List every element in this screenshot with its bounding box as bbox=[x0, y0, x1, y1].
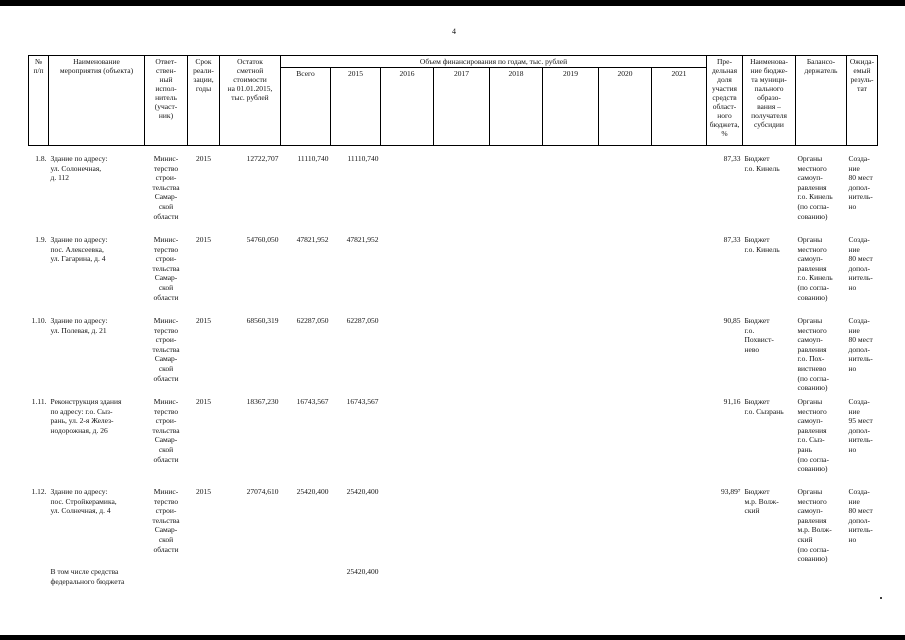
col-header-year-2019: 2019 bbox=[543, 68, 599, 146]
row-name: Здание по адресу: пос. Стройкерамика, ул. Солнечная, д. 4 bbox=[50, 487, 117, 516]
row-budget: Бюджет г.о. Сызрань bbox=[744, 397, 784, 416]
row-holder: Органы местного самоуп- равления м.р. Волж- ский (по согла- сованию) bbox=[797, 487, 832, 564]
row-num: 1.11. bbox=[31, 397, 47, 406]
table-row bbox=[29, 316, 878, 397]
row-executor: Минис- терство строи- тельства Самар- ской области bbox=[152, 487, 180, 554]
row-total: 11110,740 bbox=[297, 154, 329, 163]
col-header-year-2015: 2015 bbox=[331, 68, 381, 146]
federal-budget-row bbox=[29, 567, 878, 586]
row-holder: Органы местного самоуп- равления г.о. Сыз- рань (по согла- сованию) bbox=[797, 397, 829, 474]
top-scan-border bbox=[0, 0, 905, 6]
row-name: Здание по адресу: пос. Алексеевка, ул. Гагарина, д. 4 bbox=[50, 235, 108, 264]
row-total: 25420,400 bbox=[296, 487, 329, 496]
table-row bbox=[29, 397, 878, 487]
row-2015: 47821,952 bbox=[346, 235, 379, 244]
row-result: Созда- ние 80 мест допол- нитель- но bbox=[848, 235, 873, 292]
row-total: 47821,952 bbox=[296, 235, 329, 244]
row-total: 62287,050 bbox=[296, 316, 329, 325]
row-num: 1.8. bbox=[35, 154, 47, 163]
col-header-year-2017: 2017 bbox=[434, 68, 490, 146]
row-budget: Бюджет г.о. Кинель bbox=[744, 235, 780, 254]
program-table bbox=[28, 55, 878, 586]
row-term: 2015 bbox=[196, 316, 211, 325]
col-header-num: № п/п bbox=[29, 56, 49, 146]
row-result: Созда- ние 95 мест допол- нитель- но bbox=[848, 397, 873, 454]
col-header-budget: Наименова- ние бюдже- та муници- пального образо- вания – получателя субсидии bbox=[743, 56, 796, 146]
col-header-term: Срок реали- зации, годы bbox=[188, 56, 220, 146]
col-header-share: Пре- дельная доля участия средств област- ного бюджета, % bbox=[707, 56, 743, 146]
row-num: 1.10. bbox=[31, 316, 47, 325]
row-share: 93,89⁷ bbox=[721, 487, 741, 496]
row-2015: 11110,740 bbox=[347, 154, 379, 163]
scan-speck bbox=[880, 597, 882, 599]
row-budget: Бюджет г.о. Кинель bbox=[744, 154, 780, 173]
col-header-year-2016: 2016 bbox=[381, 68, 434, 146]
col-header-year-2018: 2018 bbox=[490, 68, 543, 146]
row-total: 16743,567 bbox=[296, 397, 329, 406]
row-balance: 54760,050 bbox=[246, 235, 279, 244]
col-header-year-2020: 2020 bbox=[599, 68, 652, 146]
row-holder: Органы местного самоуп- равления г.о. Кинель (по согла- сованию) bbox=[797, 235, 833, 302]
row-holder: Органы местного самоуп- равления г.о. Кинель (по согла- сованию) bbox=[797, 154, 833, 221]
row-name: Здание по адресу: ул. Солонечная, д. 112 bbox=[50, 154, 108, 183]
row-executor: Минис- терство строи- тельства Самар- ской области bbox=[152, 316, 180, 383]
row-share: 91,16 bbox=[723, 397, 741, 406]
row-num: 1.12. bbox=[31, 487, 47, 496]
row-holder: Органы местного самоуп- равления г.о. Пох- вистнево (по согла- сованию) bbox=[797, 316, 829, 393]
col-header-year-2021: 2021 bbox=[652, 68, 707, 146]
row-balance: 18367,230 bbox=[246, 397, 279, 406]
col-header-holder: Балансо- держатель bbox=[796, 56, 847, 146]
col-header-total: Всего bbox=[281, 68, 331, 146]
row-term: 2015 bbox=[196, 154, 211, 163]
bottom-scan-border bbox=[0, 635, 905, 640]
federal-budget-2015: 25420,400 bbox=[346, 567, 379, 576]
row-balance: 27074,610 bbox=[246, 487, 279, 496]
table-row bbox=[29, 154, 878, 235]
row-budget: Бюджет м.р. Волж- ский bbox=[744, 487, 779, 516]
row-2015: 25420,400 bbox=[346, 487, 379, 496]
row-term: 2015 bbox=[196, 487, 211, 496]
federal-budget-label: В том числе средства федерального бюджета bbox=[50, 567, 125, 586]
row-result: Созда- ние 80 мест допол- нитель- но bbox=[848, 316, 873, 373]
table-row bbox=[29, 487, 878, 567]
col-header-funding: Объем финансирования по годам, тыс. рублей bbox=[281, 56, 707, 68]
row-result: Созда- ние 80 мест допол- нитель- но bbox=[848, 487, 873, 544]
row-term: 2015 bbox=[196, 397, 211, 406]
row-balance: 68560,319 bbox=[246, 316, 279, 325]
row-executor: Минис- терство строи- тельства Самар- ской области bbox=[152, 235, 180, 302]
table-header bbox=[29, 56, 878, 146]
row-2015: 62287,050 bbox=[346, 316, 379, 325]
row-term: 2015 bbox=[196, 235, 211, 244]
row-executor: Минис- терство строи- тельства Самар- ской области bbox=[152, 154, 180, 221]
row-result: Созда- ние 80 мест допол- нитель- но bbox=[848, 154, 873, 211]
row-share: 90,85 bbox=[723, 316, 741, 325]
col-header-executor: Ответ- ствен- ный испол- нитель (участ- ник) bbox=[145, 56, 188, 146]
col-header-name: Наименование мероприятия (объекта) bbox=[49, 56, 145, 146]
col-header-balance: Остаток сметной стоимости на 01.01.2015, тыс. рублей bbox=[220, 56, 281, 146]
page-number: 4 bbox=[452, 27, 456, 36]
row-name: Реконструкция здания по адресу: г.о. Сыз- рань, ул. 2-я Желез- нодорожная, д. 26 bbox=[50, 397, 122, 435]
row-share: 87,33 bbox=[723, 154, 741, 163]
row-2015: 16743,567 bbox=[346, 397, 379, 406]
row-share: 87,33 bbox=[723, 235, 741, 244]
row-budget: Бюджет г.о. Похвист- нево bbox=[744, 316, 774, 354]
col-header-result: Ожида- емый резуль- тат bbox=[847, 56, 878, 146]
row-name: Здание по адресу: ул. Полевая, д. 21 bbox=[50, 316, 108, 335]
row-executor: Минис- терство строи- тельства Самар- ской области bbox=[152, 397, 180, 464]
table-row bbox=[29, 235, 878, 316]
row-num: 1.9. bbox=[35, 235, 47, 244]
row-balance: 12722,707 bbox=[246, 154, 279, 163]
